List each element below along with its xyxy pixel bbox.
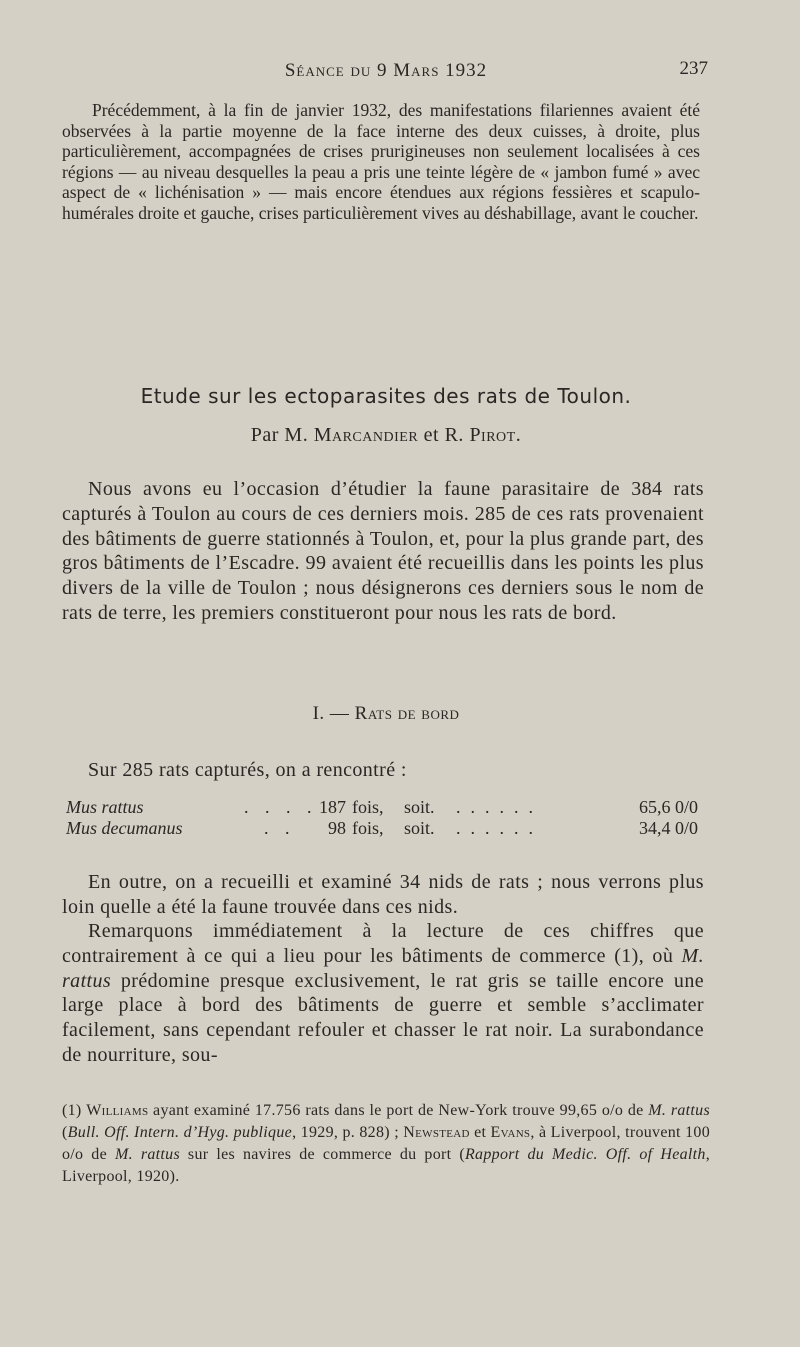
article-paragraph-3 [62,919,704,1068]
leader-dots: . . . . [244,797,318,817]
article-paragraph-2: En outre, on a recueilli et examiné 34 nids de rats ; nous verrons plus loin quelle a été la faune trouvée dans ces nids. [62,871,704,918]
leader-dots: ...... [456,797,543,817]
leader-dots: ...... [456,818,543,838]
species-name: Mus rattus [66,797,144,817]
stats-table [66,797,708,839]
running-header [64,54,708,84]
footnote [62,1100,710,1188]
section-number: I. — [312,703,355,724]
running-title: Séance du 9 Mars 1932 [284,60,488,81]
footnote-italic: Rapport du Medic. Off. of Health [464,1146,706,1163]
authors-join: et R. [418,424,470,446]
percent-value: 65,6 0/0 [638,797,698,817]
percent-value: 34,4 0/0 [638,818,698,838]
soit-label: soit. [404,818,435,838]
footnote-text: , à Liverpool, trouvent 100 o/o de [62,1124,710,1163]
fois-label: fois, [352,818,384,838]
intro-paragraph: Précédemment, à la fin de janvier 1932, des manifestations filariennes avaient été observées à la partie moyenne de la face interne des deux cuisses, à droite, plus particulièrement, accompagnées de crises prurigineuses non seulement localisées à ces régions — au niveau desquelles la peau a pris une teinte légère de « jambon fumé » avec aspect de « lichénisation » — mais encore étendues aux régions fessières et scapulo-humérales droite et gauche, crises particulièrement vives au déshabillage, avant le coucher. [62,100,700,223]
author-marcandier: Marcandier [313,424,419,446]
author-pirot: Pirot [469,424,516,446]
article-authors [64,424,708,447]
species-name: Mus decumanus [66,818,183,838]
soit-label: soit. [404,797,435,817]
count-value: 98 [328,818,346,838]
footnote-text: et [469,1124,491,1141]
footnote-text: ayant examiné 17.756 rats dans le port de New-York trouve 99,65 o/o de [148,1102,649,1119]
paragraph-3-text-b: prédomine presque exclusivement, le rat gris se taille encore une large place à bord des bâtiments de guerre et semble s’acclimater facilement, sans cependant refouler et chasser le rat noir. La surabondance de nourriture, sou- [62,969,704,1066]
species-italic: M. rattus [62,944,704,992]
paragraph-3-text-a: Remarquons immédiatement à la lecture de ces chiffres que contrairement à ce qui a lieu pour les bâtiments de commerce (1), où [62,920,704,967]
article-paragraph-1: Nous avons eu l’occasion d’étudier la faune parasitaire de 384 rats capturés à Toulon au cours de ces derniers mois. 285 de ces rats provenaient des bâtiments de guerre stationnés à Toulon, et, pour la plus grande part, des gros bâtiments de l’Escadre. 99 avaient été recueillis dans les points les plus divers de la ville de Toulon ; nous désignerons ces derniers sous le nom de rats de terre, les premiers constitueront pour nous les rats de bord. [62,478,704,624]
count-value: 187 [319,797,346,817]
section-heading [64,703,708,725]
footnote-italic: M. rattus [114,1146,180,1163]
footnote-name: Newstead [403,1124,470,1141]
fois-label: fois, [352,797,384,817]
footnote-marker: (1) [62,1102,87,1119]
footnote-name: Williams [86,1102,149,1119]
stat-row [66,797,708,818]
section-intro: Sur 285 rats capturés, on a rencontré : [88,759,407,781]
article-title: Etude sur les ectoparasites des rats de Toulon. [140,384,632,408]
authors-prefix: Par M. [250,424,314,446]
section-title: Rats de bord [354,703,460,724]
stat-row [66,818,708,839]
page-number: 237 [679,58,708,79]
footnote-text: , 1929, p. 828) ; [292,1124,404,1141]
authors-suffix: . [515,424,522,446]
footnote-text: sur les navires de commerce du port ( [179,1146,465,1163]
leader-dots: . . [264,818,296,838]
footnote-italic: Bull. Off. Intern. d’Hyg. publique [67,1124,293,1141]
footnote-italic: M. rattus [648,1102,711,1119]
footnote-text: , Liverpool, 1920). [62,1146,710,1185]
footnote-name: Evans [490,1124,531,1141]
footnote-text: ( [62,1124,68,1141]
